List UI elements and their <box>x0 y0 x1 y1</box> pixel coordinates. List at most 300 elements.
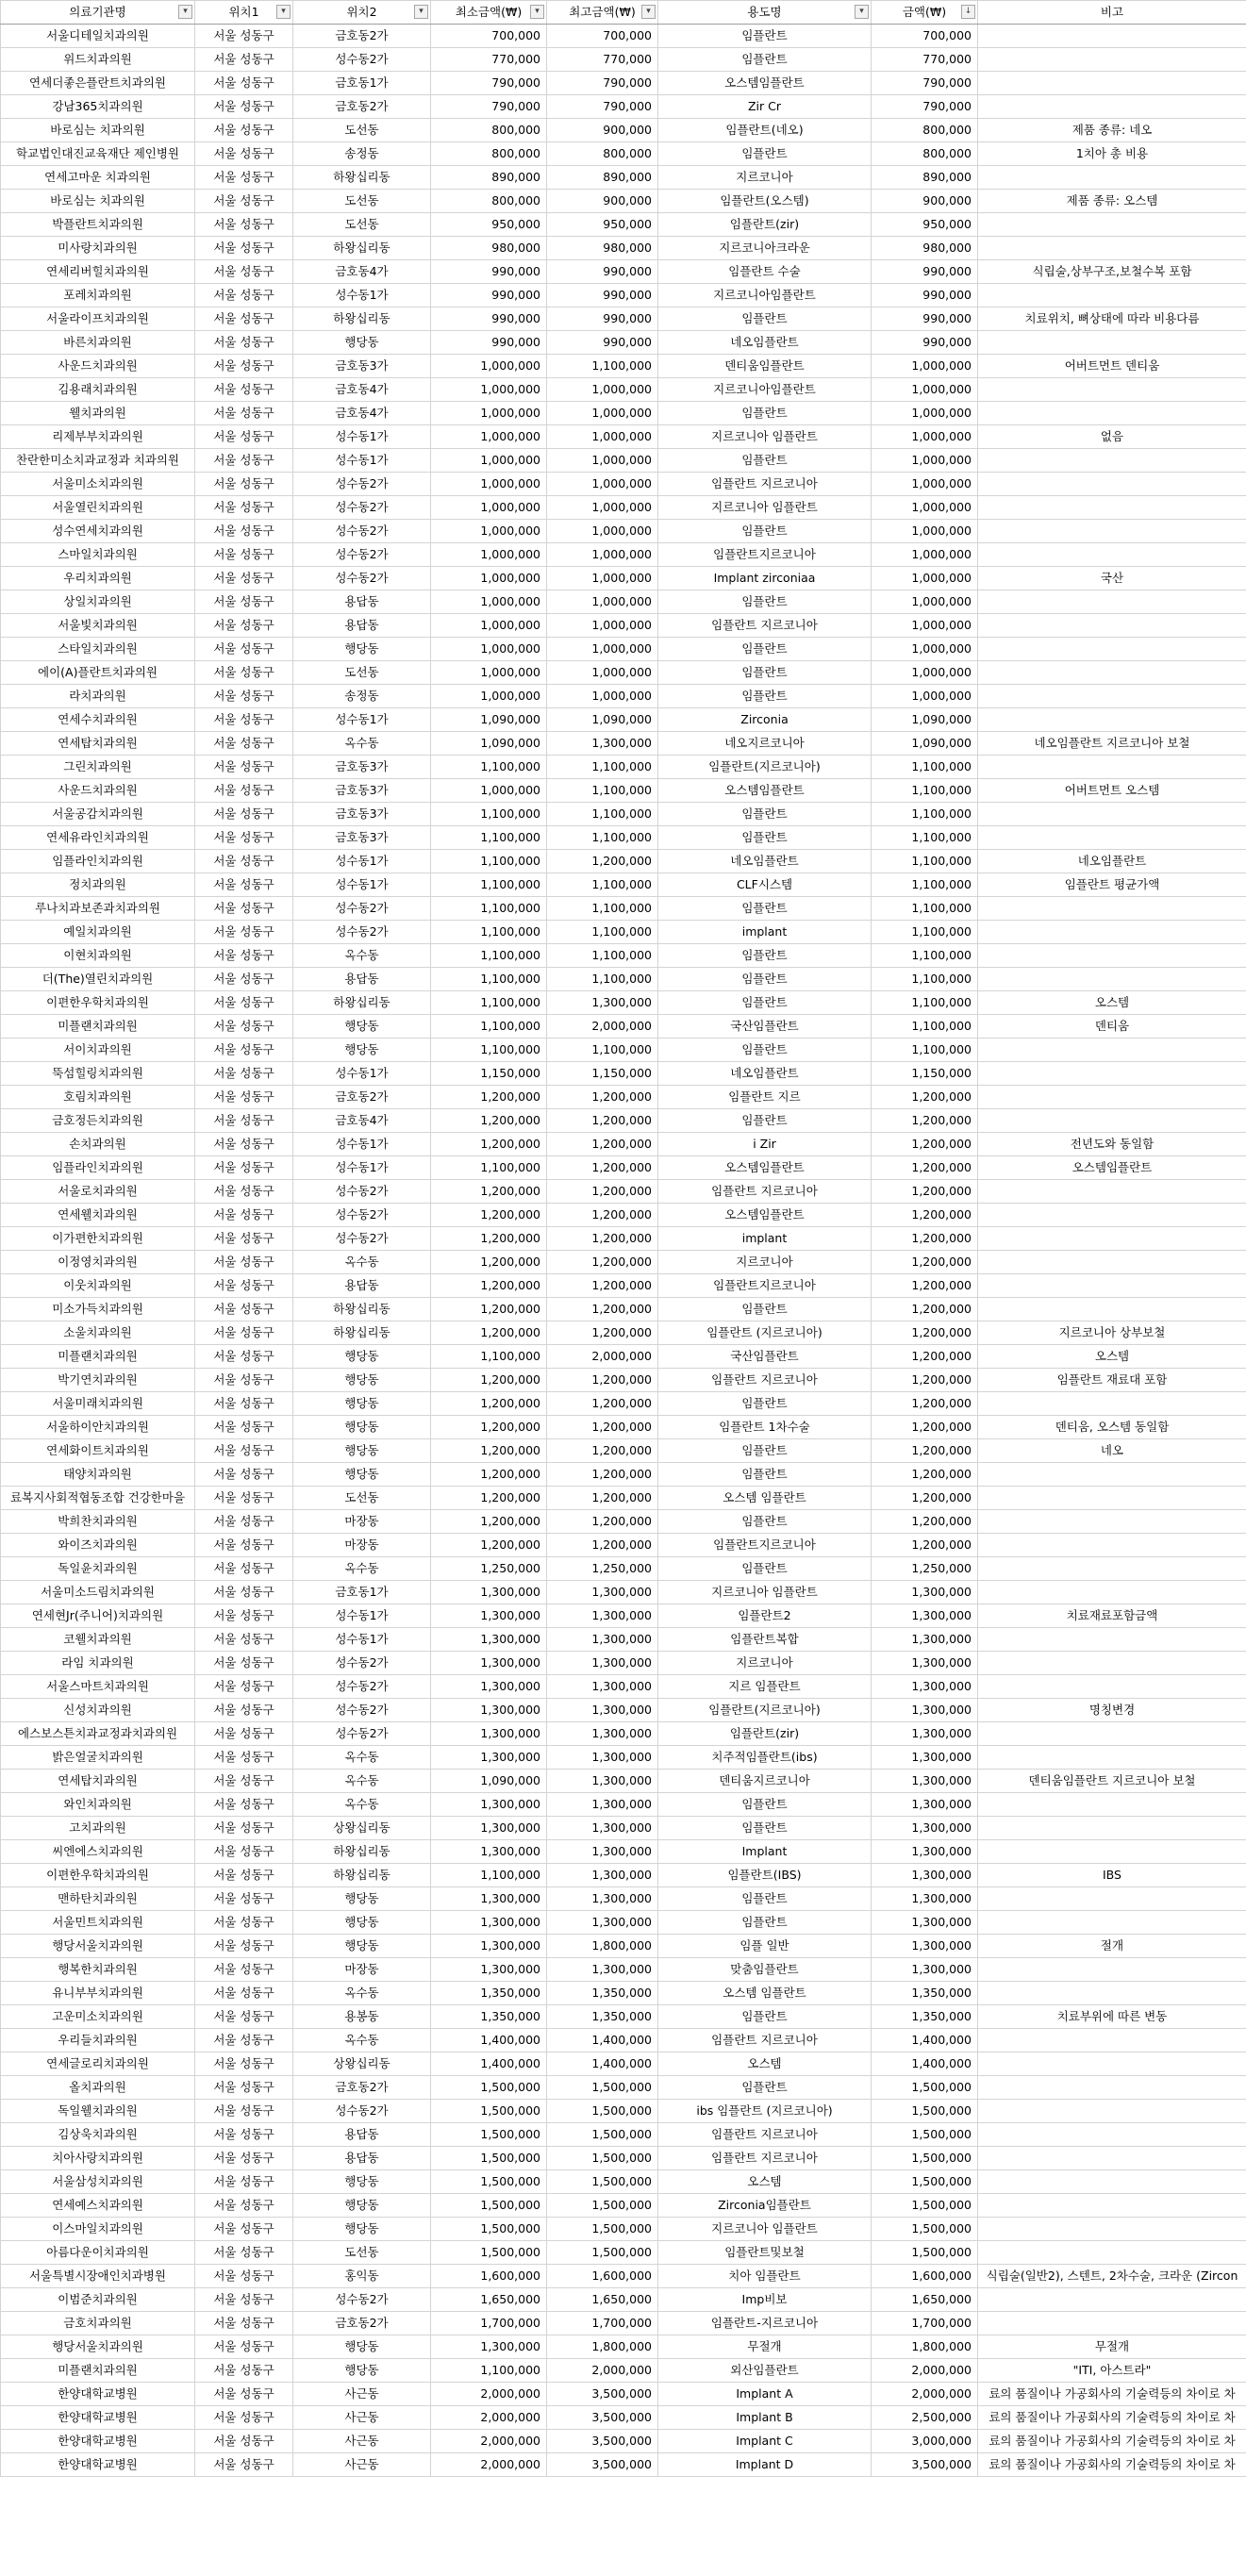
table-cell[interactable]: 서울미소드림치과의원 <box>1 1581 195 1604</box>
table-cell[interactable]: 서울 성동구 <box>195 638 293 661</box>
table-cell[interactable]: 1,000,000 <box>431 355 547 378</box>
table-cell[interactable]: 1,500,000 <box>872 2100 978 2123</box>
table-cell[interactable]: 행당동 <box>293 2170 431 2194</box>
table-cell[interactable]: Zirconia <box>658 708 872 732</box>
table-cell[interactable]: 1,200,000 <box>872 1298 978 1321</box>
table-cell[interactable]: 서울 성동구 <box>195 991 293 1015</box>
table-cell[interactable]: 1,400,000 <box>547 2052 658 2076</box>
table-cell[interactable]: 라치과의원 <box>1 685 195 708</box>
table-cell[interactable]: 1,300,000 <box>872 1840 978 1864</box>
table-cell[interactable]: 행당서울치과의원 <box>1 1935 195 1958</box>
table-cell[interactable] <box>978 1581 1246 1604</box>
table-cell[interactable]: 1,200,000 <box>547 1298 658 1321</box>
column-header[interactable] <box>293 1 431 25</box>
table-cell[interactable]: 학교법인대진교육재단 제인병원 <box>1 142 195 166</box>
table-cell[interactable] <box>978 708 1246 732</box>
table-cell[interactable]: 1,000,000 <box>547 449 658 473</box>
table-cell[interactable]: 1,200,000 <box>431 1298 547 1321</box>
table-cell[interactable]: 1,500,000 <box>431 2218 547 2241</box>
table-cell[interactable]: "ITI, 아스트라" <box>978 2359 1246 2383</box>
table-cell[interactable]: 하왕십리동 <box>293 1298 431 1321</box>
table-cell[interactable]: 서울 성동구 <box>195 2383 293 2406</box>
table-cell[interactable]: 행당동 <box>293 2335 431 2359</box>
table-cell[interactable]: 1,200,000 <box>431 1463 547 1487</box>
table-cell[interactable]: 사근동 <box>293 2453 431 2477</box>
table-cell[interactable]: 1,300,000 <box>872 1604 978 1628</box>
table-cell[interactable]: 임플란트 <box>658 520 872 543</box>
table-cell[interactable]: 네오임플란트 <box>658 850 872 873</box>
table-cell[interactable]: 980,000 <box>872 237 978 260</box>
table-cell[interactable] <box>978 661 1246 685</box>
table-cell[interactable]: 800,000 <box>872 142 978 166</box>
table-cell[interactable] <box>978 2076 1246 2100</box>
table-cell[interactable]: 서울 성동구 <box>195 1935 293 1958</box>
table-cell[interactable]: 서울 성동구 <box>195 2076 293 2100</box>
table-cell[interactable]: 외산임플란트 <box>658 2359 872 2383</box>
table-cell[interactable]: 1,090,000 <box>872 708 978 732</box>
table-cell[interactable]: Implant <box>658 1840 872 1864</box>
table-cell[interactable]: 1,200,000 <box>872 1251 978 1274</box>
column-header[interactable] <box>547 1 658 25</box>
table-cell[interactable]: 오스템 <box>978 1345 1246 1369</box>
table-cell[interactable]: 성수동1가 <box>293 284 431 307</box>
table-cell[interactable]: 서울 성동구 <box>195 1062 293 1086</box>
table-cell[interactable]: 행당동 <box>293 331 431 355</box>
table-cell[interactable]: 성수동2가 <box>293 2288 431 2312</box>
table-cell[interactable]: Implant B <box>658 2406 872 2430</box>
table-cell[interactable]: 이스마일치과의원 <box>1 2218 195 2241</box>
table-cell[interactable] <box>978 590 1246 614</box>
table-cell[interactable]: 2,000,000 <box>872 2383 978 2406</box>
table-cell[interactable]: 마장동 <box>293 1958 431 1982</box>
table-cell[interactable]: 서울 성동구 <box>195 520 293 543</box>
table-cell[interactable]: 임플란트지르코니아 <box>658 1274 872 1298</box>
table-cell[interactable]: 990,000 <box>872 260 978 284</box>
table-cell[interactable]: 1,000,000 <box>431 614 547 638</box>
table-cell[interactable]: 1,300,000 <box>431 1793 547 1817</box>
table-cell[interactable]: 용봉동 <box>293 2005 431 2029</box>
table-cell[interactable]: 서울 성동구 <box>195 567 293 590</box>
table-cell[interactable]: 한양대학교병원 <box>1 2453 195 2477</box>
table-cell[interactable] <box>978 48 1246 72</box>
table-cell[interactable]: 서울 성동구 <box>195 1345 293 1369</box>
table-cell[interactable]: 서울 성동구 <box>195 1911 293 1935</box>
table-cell[interactable]: 1,100,000 <box>547 803 658 826</box>
table-cell[interactable]: 1,000,000 <box>431 685 547 708</box>
table-cell[interactable]: 임플란트 지르코니아 <box>658 2029 872 2052</box>
table-cell[interactable]: ibs 임플란트 (지르코니아) <box>658 2100 872 2123</box>
table-cell[interactable]: 연세유라인치과의원 <box>1 826 195 850</box>
table-cell[interactable] <box>978 2052 1246 2076</box>
table-cell[interactable]: 1,300,000 <box>872 1652 978 1675</box>
table-cell[interactable]: 미플랜치과의원 <box>1 1345 195 1369</box>
table-cell[interactable]: 식립술(일반2), 스텐트, 2차수술, 크라운 (Zircon <box>978 2265 1246 2288</box>
table-cell[interactable]: 1,100,000 <box>872 873 978 897</box>
table-cell[interactable]: 용답동 <box>293 590 431 614</box>
table-cell[interactable]: 태양치과의원 <box>1 1463 195 1487</box>
table-cell[interactable]: 독일웰치과의원 <box>1 2100 195 2123</box>
table-cell[interactable]: 행당동 <box>293 2359 431 2383</box>
table-cell[interactable] <box>978 1487 1246 1510</box>
table-cell[interactable]: 금호동3가 <box>293 826 431 850</box>
table-cell[interactable]: 서울 성동구 <box>195 1416 293 1439</box>
table-cell[interactable]: 1,600,000 <box>547 2265 658 2288</box>
table-cell[interactable]: 1,000,000 <box>431 543 547 567</box>
table-cell[interactable]: 임플란트 지르코니아 <box>658 1180 872 1204</box>
table-cell[interactable] <box>978 1840 1246 1864</box>
table-cell[interactable]: 서울 성동구 <box>195 1369 293 1392</box>
table-cell[interactable]: 금호동3가 <box>293 355 431 378</box>
table-cell[interactable]: 행당동 <box>293 1911 431 1935</box>
table-cell[interactable]: 서울 성동구 <box>195 48 293 72</box>
table-cell[interactable]: 서울 성동구 <box>195 1392 293 1416</box>
table-cell[interactable]: 1,200,000 <box>547 1416 658 1439</box>
table-cell[interactable]: 네오지르코니아 <box>658 732 872 756</box>
table-cell[interactable]: 1,100,000 <box>872 1039 978 1062</box>
table-cell[interactable]: 임플란트 <box>658 1793 872 1817</box>
table-cell[interactable]: Zirconia임플란트 <box>658 2194 872 2218</box>
table-cell[interactable]: 맨하탄치과의원 <box>1 1887 195 1911</box>
table-cell[interactable]: 료의 품질이나 가공회사의 기술력등의 차이로 차 <box>978 2453 1246 2477</box>
table-cell[interactable]: 금호동2가 <box>293 25 431 48</box>
table-cell[interactable] <box>978 614 1246 638</box>
table-cell[interactable]: 서울 성동구 <box>195 1039 293 1062</box>
table-cell[interactable]: 1,500,000 <box>872 2076 978 2100</box>
table-cell[interactable]: 1,100,000 <box>431 850 547 873</box>
table-cell[interactable]: 1,300,000 <box>547 1746 658 1770</box>
table-cell[interactable]: 연세웰치과의원 <box>1 1204 195 1227</box>
table-cell[interactable]: 서울 성동구 <box>195 2359 293 2383</box>
table-cell[interactable]: 서울 성동구 <box>195 1534 293 1557</box>
table-cell[interactable] <box>978 543 1246 567</box>
table-cell[interactable]: 서울 성동구 <box>195 921 293 944</box>
table-cell[interactable]: 1,300,000 <box>872 1746 978 1770</box>
table-cell[interactable]: 서울 성동구 <box>195 1439 293 1463</box>
table-cell[interactable]: 1,000,000 <box>872 520 978 543</box>
table-cell[interactable]: 서울 성동구 <box>195 25 293 48</box>
table-cell[interactable]: 서울 성동구 <box>195 496 293 520</box>
table-cell[interactable]: 790,000 <box>431 72 547 95</box>
table-cell[interactable]: 1,250,000 <box>547 1557 658 1581</box>
table-cell[interactable]: 국산임플란트 <box>658 1015 872 1039</box>
table-cell[interactable]: 행당동 <box>293 1463 431 1487</box>
table-cell[interactable]: 미소가득치과의원 <box>1 1298 195 1321</box>
table-cell[interactable]: 990,000 <box>872 284 978 307</box>
table-cell[interactable]: 서울 성동구 <box>195 425 293 449</box>
table-cell[interactable] <box>978 1180 1246 1204</box>
table-cell[interactable]: 1,200,000 <box>547 1251 658 1274</box>
table-cell[interactable]: 1,200,000 <box>872 1510 978 1534</box>
table-cell[interactable]: 1,500,000 <box>547 2076 658 2100</box>
table-cell[interactable]: 행당동 <box>293 1369 431 1392</box>
table-cell[interactable]: 1,350,000 <box>547 1982 658 2005</box>
table-cell[interactable]: 고치과의원 <box>1 1817 195 1840</box>
table-cell[interactable]: 700,000 <box>431 25 547 48</box>
table-cell[interactable]: 성수동2가 <box>293 48 431 72</box>
table-cell[interactable]: 1,100,000 <box>431 873 547 897</box>
table-cell[interactable]: 임플란트 <box>658 2076 872 2100</box>
table-cell[interactable]: 스타일치과의원 <box>1 638 195 661</box>
table-cell[interactable]: 금호동4가 <box>293 260 431 284</box>
table-cell[interactable] <box>978 2147 1246 2170</box>
table-cell[interactable]: 리제부부치과의원 <box>1 425 195 449</box>
table-cell[interactable]: 성수동1가 <box>293 449 431 473</box>
table-cell[interactable]: 1,200,000 <box>431 1180 547 1204</box>
table-cell[interactable]: 서울 성동구 <box>195 307 293 331</box>
table-cell[interactable]: 800,000 <box>547 142 658 166</box>
table-cell[interactable]: 임플란트2 <box>658 1604 872 1628</box>
table-cell[interactable]: 서울 성동구 <box>195 1652 293 1675</box>
table-cell[interactable]: 그린치과의원 <box>1 756 195 779</box>
table-cell[interactable]: 서울삼성치과의원 <box>1 2170 195 2194</box>
table-cell[interactable]: 성수동2가 <box>293 2100 431 2123</box>
table-cell[interactable]: 지르 임플란트 <box>658 1675 872 1699</box>
table-cell[interactable]: 서울 성동구 <box>195 756 293 779</box>
table-cell[interactable]: 1,150,000 <box>547 1062 658 1086</box>
table-cell[interactable]: 옥수동 <box>293 732 431 756</box>
table-cell[interactable]: 1,000,000 <box>872 449 978 473</box>
table-cell[interactable]: 행당동 <box>293 1039 431 1062</box>
table-cell[interactable]: 980,000 <box>431 237 547 260</box>
table-cell[interactable]: 료의 품질이나 가공회사의 기술력등의 차이로 차 <box>978 2383 1246 2406</box>
table-cell[interactable]: 임플란트 <box>658 826 872 850</box>
column-header[interactable] <box>431 1 547 25</box>
table-cell[interactable]: 서울 성동구 <box>195 2005 293 2029</box>
table-cell[interactable]: 1,000,000 <box>431 779 547 803</box>
table-cell[interactable] <box>978 968 1246 991</box>
table-cell[interactable] <box>978 2029 1246 2052</box>
table-cell[interactable]: 행당동 <box>293 1416 431 1439</box>
table-cell[interactable]: 서울 성동구 <box>195 1227 293 1251</box>
table-cell[interactable]: 네오임플란트 <box>658 1062 872 1086</box>
table-cell[interactable] <box>978 1534 1246 1557</box>
table-cell[interactable]: 1,300,000 <box>431 1675 547 1699</box>
table-cell[interactable]: 성수동2가 <box>293 1204 431 1227</box>
table-cell[interactable] <box>978 897 1246 921</box>
table-cell[interactable]: 1,200,000 <box>872 1321 978 1345</box>
table-cell[interactable]: 한양대학교병원 <box>1 2383 195 2406</box>
table-cell[interactable]: 서울 성동구 <box>195 2406 293 2430</box>
table-cell[interactable]: 1,100,000 <box>872 756 978 779</box>
table-cell[interactable]: 1,200,000 <box>872 1109 978 1133</box>
table-cell[interactable]: 1,200,000 <box>431 1416 547 1439</box>
table-cell[interactable]: 루나치과보존과치과의원 <box>1 897 195 921</box>
table-cell[interactable]: 1,400,000 <box>431 2029 547 2052</box>
table-cell[interactable] <box>978 921 1246 944</box>
table-cell[interactable]: 1,000,000 <box>431 425 547 449</box>
table-cell[interactable]: 1,500,000 <box>547 2218 658 2241</box>
table-cell[interactable]: 임플란트 <box>658 1463 872 1487</box>
table-cell[interactable]: 덴티움지르코니아 <box>658 1770 872 1793</box>
table-cell[interactable]: 금호동2가 <box>293 2076 431 2100</box>
table-cell[interactable]: 1,300,000 <box>547 991 658 1015</box>
table-cell[interactable]: 임플란트 수술 <box>658 260 872 284</box>
table-cell[interactable]: 서울 성동구 <box>195 449 293 473</box>
table-cell[interactable]: 1,300,000 <box>872 1628 978 1652</box>
table-cell[interactable]: 상왕십리동 <box>293 2052 431 2076</box>
table-cell[interactable]: 송정동 <box>293 685 431 708</box>
table-cell[interactable]: 1,250,000 <box>431 1557 547 1581</box>
table-cell[interactable]: 도선동 <box>293 1487 431 1510</box>
table-cell[interactable]: 서울라이프치과의원 <box>1 307 195 331</box>
table-cell[interactable] <box>978 1982 1246 2005</box>
table-cell[interactable]: 성수동2가 <box>293 496 431 520</box>
table-cell[interactable]: 1,100,000 <box>547 779 658 803</box>
table-cell[interactable]: 1,800,000 <box>872 2335 978 2359</box>
table-cell[interactable]: 사근동 <box>293 2383 431 2406</box>
table-cell[interactable]: 1,300,000 <box>872 1770 978 1793</box>
table-cell[interactable]: 서울 성동구 <box>195 1793 293 1817</box>
table-cell[interactable]: 1,500,000 <box>547 2123 658 2147</box>
table-cell[interactable]: 성수동2가 <box>293 567 431 590</box>
table-cell[interactable]: 하왕십리동 <box>293 1321 431 1345</box>
table-cell[interactable]: 1,300,000 <box>547 1604 658 1628</box>
table-cell[interactable]: 1,500,000 <box>872 2123 978 2147</box>
table-cell[interactable]: 치아 임플란트 <box>658 2265 872 2288</box>
table-cell[interactable]: 임플란트 <box>658 638 872 661</box>
table-cell[interactable]: 1,000,000 <box>872 685 978 708</box>
table-cell[interactable]: 1,300,000 <box>547 1817 658 1840</box>
table-cell[interactable] <box>978 1062 1246 1086</box>
table-cell[interactable]: 임플란트 지르코니아 <box>658 473 872 496</box>
table-cell[interactable]: 1,500,000 <box>872 2170 978 2194</box>
table-cell[interactable]: 라임 치과의원 <box>1 1652 195 1675</box>
table-cell[interactable]: 1,100,000 <box>547 756 658 779</box>
table-cell[interactable]: 서울로치과의원 <box>1 1180 195 1204</box>
table-cell[interactable]: 1,200,000 <box>547 1392 658 1416</box>
table-cell[interactable]: 1,100,000 <box>431 921 547 944</box>
table-cell[interactable]: 770,000 <box>431 48 547 72</box>
table-cell[interactable]: 임플란트 평균가액 <box>978 873 1246 897</box>
table-cell[interactable]: 1,200,000 <box>431 1439 547 1463</box>
table-cell[interactable]: 1,300,000 <box>431 1911 547 1935</box>
table-cell[interactable]: 성수동1가 <box>293 708 431 732</box>
table-cell[interactable]: 서울 성동구 <box>195 119 293 142</box>
table-cell[interactable]: 1,200,000 <box>872 1369 978 1392</box>
table-cell[interactable]: 오스템임플란트 <box>658 779 872 803</box>
table-cell[interactable]: 덴티움 <box>978 1015 1246 1039</box>
table-cell[interactable]: 서울 성동구 <box>195 237 293 260</box>
table-cell[interactable]: 료의 품질이나 가공회사의 기술력등의 차이로 차 <box>978 2430 1246 2453</box>
table-cell[interactable]: 1,300,000 <box>431 1628 547 1652</box>
table-cell[interactable]: 1,350,000 <box>872 2005 978 2029</box>
table-cell[interactable]: 1,200,000 <box>547 1369 658 1392</box>
table-cell[interactable]: 1,000,000 <box>872 590 978 614</box>
table-cell[interactable]: 성수동2가 <box>293 1227 431 1251</box>
table-cell[interactable]: 3,500,000 <box>547 2406 658 2430</box>
table-cell[interactable]: 1,200,000 <box>547 1227 658 1251</box>
table-cell[interactable]: 금호동4가 <box>293 378 431 402</box>
table-cell[interactable]: 옥수동 <box>293 1982 431 2005</box>
table-cell[interactable]: 바로심는 치과의원 <box>1 190 195 213</box>
table-cell[interactable]: 1,200,000 <box>872 1180 978 1204</box>
table-cell[interactable]: 1,100,000 <box>431 1864 547 1887</box>
table-cell[interactable]: 1,100,000 <box>431 968 547 991</box>
table-cell[interactable]: 서울 성동구 <box>195 2265 293 2288</box>
table-cell[interactable]: 1,100,000 <box>547 944 658 968</box>
table-cell[interactable]: 1,300,000 <box>547 1699 658 1722</box>
table-cell[interactable]: 1,200,000 <box>872 1345 978 1369</box>
table-cell[interactable]: 미플랜치과의원 <box>1 1015 195 1039</box>
filter-dropdown-icon[interactable]: ▾ <box>276 5 291 19</box>
table-cell[interactable]: 서울 성동구 <box>195 2430 293 2453</box>
table-cell[interactable]: 마장동 <box>293 1534 431 1557</box>
table-cell[interactable]: 1,000,000 <box>431 473 547 496</box>
table-cell[interactable]: 서울 성동구 <box>195 1840 293 1864</box>
table-cell[interactable]: i Zir <box>658 1133 872 1156</box>
table-cell[interactable]: 1,000,000 <box>431 496 547 520</box>
table-cell[interactable]: 임플 일반 <box>658 1935 872 1958</box>
table-cell[interactable]: 서울 성동구 <box>195 142 293 166</box>
table-cell[interactable]: 네오 <box>978 1439 1246 1463</box>
table-cell[interactable]: 서울미래치과의원 <box>1 1392 195 1416</box>
table-cell[interactable]: 행당동 <box>293 1345 431 1369</box>
table-cell[interactable]: 서울 성동구 <box>195 2312 293 2335</box>
table-cell[interactable]: 치료부위에 따른 변동 <box>978 2005 1246 2029</box>
table-cell[interactable]: 임플란트및보철 <box>658 2241 872 2265</box>
table-cell[interactable]: 신성치과의원 <box>1 1699 195 1722</box>
table-cell[interactable]: 금호동1가 <box>293 72 431 95</box>
table-cell[interactable] <box>978 944 1246 968</box>
table-cell[interactable]: 1,200,000 <box>547 1321 658 1345</box>
table-cell[interactable]: 1,300,000 <box>547 1840 658 1864</box>
table-cell[interactable]: 바른치과의원 <box>1 331 195 355</box>
table-cell[interactable]: 도선동 <box>293 2241 431 2265</box>
table-cell[interactable]: 치료위치, 뼈상태에 따라 비용다름 <box>978 307 1246 331</box>
table-cell[interactable]: 명칭변경 <box>978 1699 1246 1722</box>
table-cell[interactable]: 1,500,000 <box>431 2241 547 2265</box>
table-cell[interactable]: 성수동1가 <box>293 1156 431 1180</box>
table-cell[interactable]: 1,300,000 <box>547 1770 658 1793</box>
table-cell[interactable]: 1,200,000 <box>431 1133 547 1156</box>
table-cell[interactable]: 1,000,000 <box>547 685 658 708</box>
table-cell[interactable]: 오스템 임플란트 <box>658 1982 872 2005</box>
table-cell[interactable]: Implant C <box>658 2430 872 2453</box>
table-cell[interactable]: 서울 성동구 <box>195 1487 293 1510</box>
table-cell[interactable]: 사운드치과의원 <box>1 779 195 803</box>
table-cell[interactable]: 1,600,000 <box>431 2265 547 2288</box>
table-cell[interactable]: 1,300,000 <box>431 1817 547 1840</box>
table-cell[interactable]: 1,000,000 <box>547 473 658 496</box>
table-cell[interactable]: 서울 성동구 <box>195 661 293 685</box>
table-cell[interactable]: 임플란트 <box>658 25 872 48</box>
table-cell[interactable]: 770,000 <box>872 48 978 72</box>
table-cell[interactable]: 1,000,000 <box>547 425 658 449</box>
table-cell[interactable]: 1,300,000 <box>547 1675 658 1699</box>
table-cell[interactable]: 연세수치과의원 <box>1 708 195 732</box>
column-header[interactable] <box>195 1 293 25</box>
table-cell[interactable]: 예일치과의원 <box>1 921 195 944</box>
table-cell[interactable]: 1,200,000 <box>872 1416 978 1439</box>
table-cell[interactable]: 1,100,000 <box>547 1039 658 1062</box>
table-cell[interactable]: 금호정든치과의원 <box>1 1109 195 1133</box>
table-cell[interactable]: 아름다운이치과의원 <box>1 2241 195 2265</box>
table-cell[interactable]: 1,200,000 <box>547 1109 658 1133</box>
table-cell[interactable]: 홍익동 <box>293 2265 431 2288</box>
table-cell[interactable]: 행당동 <box>293 638 431 661</box>
table-cell[interactable]: 1,500,000 <box>431 2076 547 2100</box>
table-cell[interactable]: 금호동4가 <box>293 402 431 425</box>
table-cell[interactable]: 1,200,000 <box>547 1180 658 1204</box>
table-cell[interactable]: 지르코니아크라운 <box>658 237 872 260</box>
table-cell[interactable]: 1,500,000 <box>431 2170 547 2194</box>
table-cell[interactable]: 사근동 <box>293 2430 431 2453</box>
table-cell[interactable]: 1,300,000 <box>547 1652 658 1675</box>
table-cell[interactable] <box>978 2218 1246 2241</box>
filter-dropdown-icon[interactable]: ▾ <box>855 5 869 19</box>
table-cell[interactable]: 임플란트지르코니아 <box>658 1534 872 1557</box>
table-cell[interactable]: 임플란트 <box>658 1817 872 1840</box>
